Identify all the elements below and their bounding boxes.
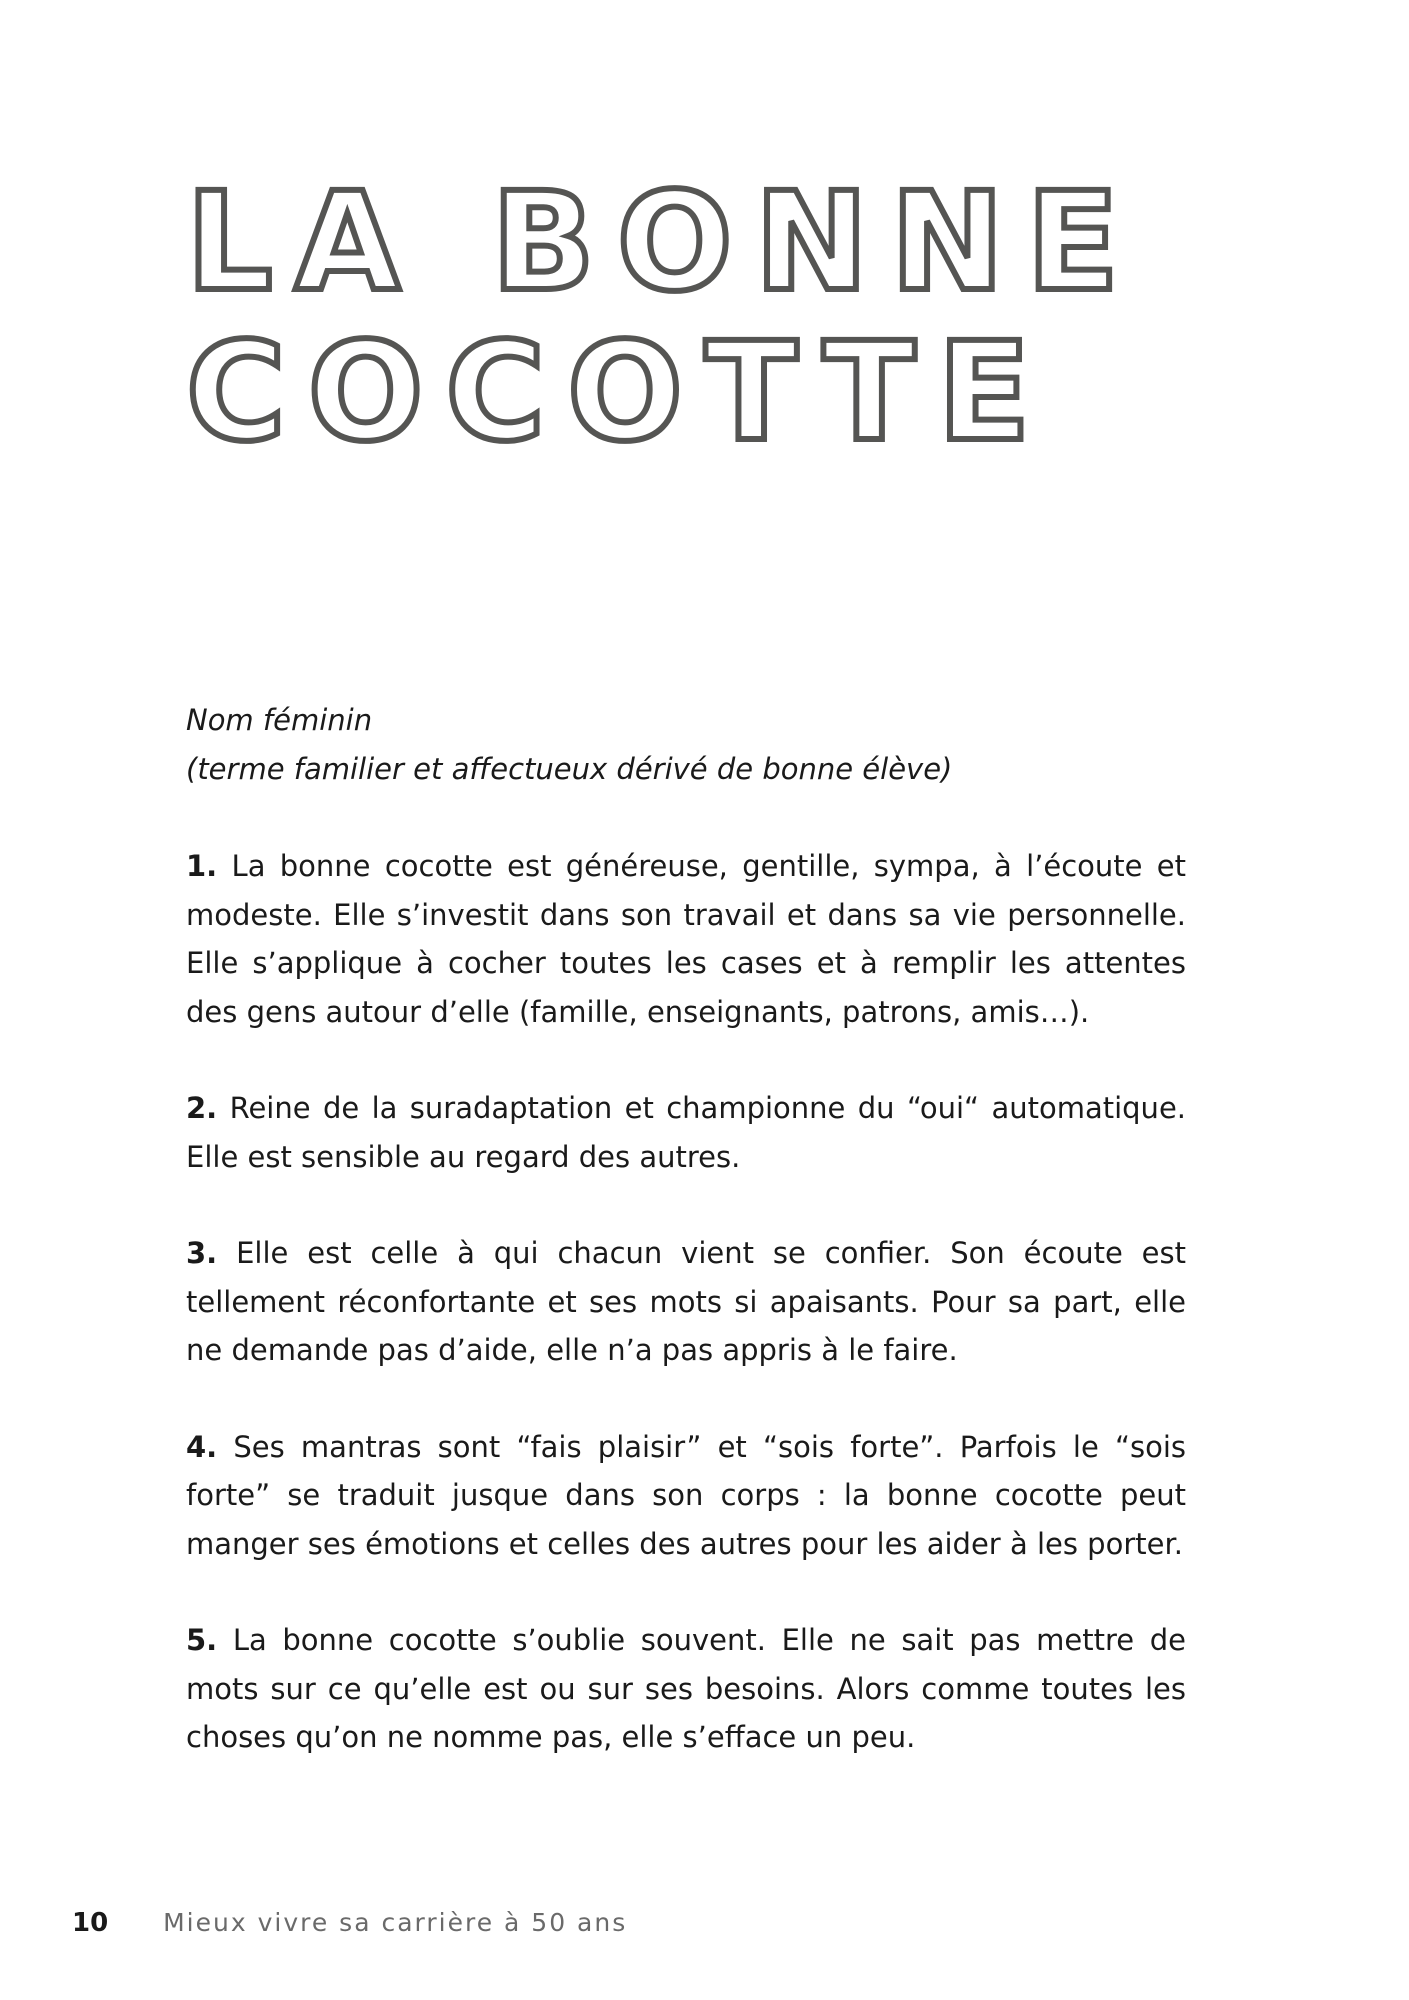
main-content [186,696,1186,1810]
title-line-1: LA BONNE [186,164,1142,322]
item-text: La bonne cocotte est généreuse, gentille, sympa, à l’écoute et modeste. Elle s’investit dans son travail et dans sa vie personnelle. Elle s’applique à cocher toutes les cases et à remplir les attentes des gens autour d’elle (famille, enseignants, patrons, amis…). [186,849,1187,1029]
item-number: 4. [186,1429,218,1464]
page-number: 10 [72,1908,109,1938]
item-text: La bonne cocotte s’oublie souvent. Elle ne sait pas mettre de mots sur ce qu’elle est ou sur ses besoins. Alors comme toutes les choses qu’on ne nomme pas, elle s’efface un peu. [186,1623,1186,1754]
item-text: Ses mantras sont “fais plaisir” et “sois forte”. Parfois le “sois forte” se traduit jusque dans son corps : la bonne cocotte peut manger ses émotions et celles des autres pour les aider à les porter. [186,1429,1187,1561]
list-item [186,1423,1186,1569]
running-footer-title: Mieux vivre sa carrière à 50 ans [163,1908,628,1937]
item-number: 3. [186,1236,218,1270]
definition-etymology: (terme familier et affectueux dérivé de bonne élève) [186,751,953,786]
list-item [186,1616,1186,1762]
list-item [186,1229,1186,1375]
item-text: Reine de la suradaptation et championne du “oui“ automatique. Elle est sensible au regard des autres. [186,1091,1187,1174]
definition-grammar: Nom féminin [186,703,373,737]
page-footer [72,1908,627,1938]
page-title [186,164,1286,472]
list-item [186,842,1186,1036]
definition-block [186,696,1186,793]
title-line-2: COCOTTE [186,314,1053,472]
list-item [186,1084,1186,1181]
item-text: Elle est celle à qui chacun vient se confier. Son écoute est tellement réconfortante et ses mots si apaisants. Pour sa part, elle ne demande pas d’aide, elle n’a pas appris à le faire. [186,1236,1186,1367]
item-number: 2. [186,1091,218,1125]
item-number: 1. [186,849,218,883]
item-number: 5. [186,1623,218,1657]
